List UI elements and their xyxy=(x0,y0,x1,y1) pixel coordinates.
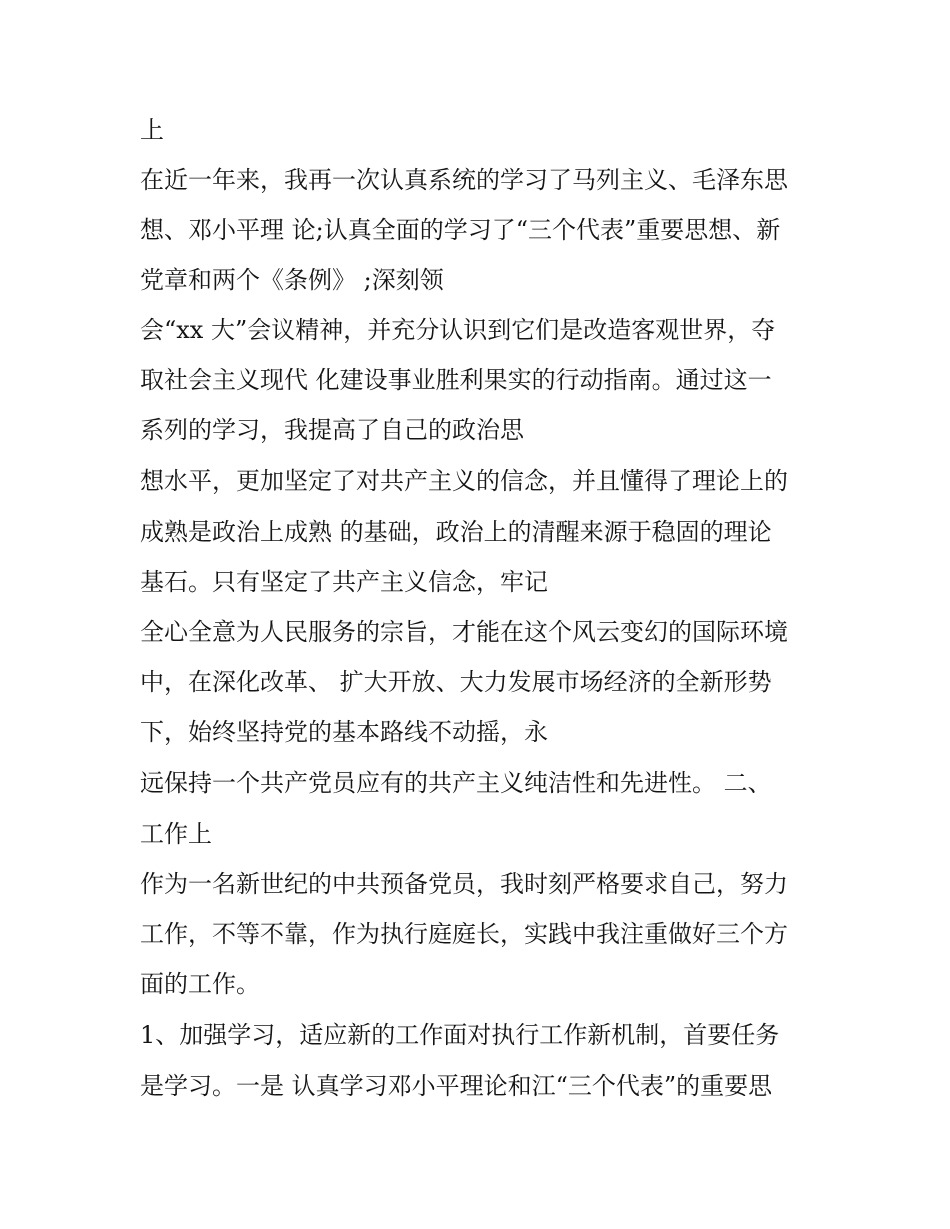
text-line: 上 xyxy=(140,116,164,144)
text-line: 成熟是政治上成熟 的基础，政治上的清醒来源于稳固的理论 xyxy=(140,518,772,546)
text-line: 全心全意为人民服务的宗旨，才能在这个风云变幻的国际环境 xyxy=(140,618,788,646)
text-line: 远保持一个共产党员应有的共产主义纯洁性和先进性。 二、 xyxy=(140,769,772,797)
text-line: 取社会主义现代 化建设事业胜利果实的行动指南。通过这一 xyxy=(140,366,772,394)
text-line: 下，始终坚持党的基本路线不动摇，永 xyxy=(140,718,548,746)
text-line: 中，在深化改革、 扩大开放、大力发展市场经济的全新形势 xyxy=(140,668,772,696)
text-line: 工作，不等不靠，作为执行庭庭长，实践中我注重做好三个方 xyxy=(140,920,788,948)
section-heading: 工作上 xyxy=(140,820,212,848)
text-line: 作为一名新世纪的中共预备党员，我时刻严格要求自己，努力 xyxy=(140,870,788,898)
text-line: 在近一年来，我再一次认真系统的学习了马列主义、毛泽东思 xyxy=(140,166,788,194)
text-line: 想水平，更加坚定了对共产主义的信念，并且懂得了理论上的 xyxy=(140,467,788,495)
text-line: 会“xx 大”会议精神，并充分认识到它们是改造客观世界，夺 xyxy=(140,316,776,344)
list-item: 1、加强学习，适应新的工作面对执行工作新机制，首要任务 xyxy=(140,1021,780,1049)
text-line: 是学习。一是 认真学习邓小平理论和江“三个代表”的重要思 xyxy=(140,1072,773,1100)
text-line: 面的工作。 xyxy=(140,970,260,998)
text-line: 党章和两个《条例》 ;深刻领 xyxy=(140,266,444,294)
text-line: 系列的学习，我提高了自己的政治思 xyxy=(140,416,524,444)
text-line: 想、邓小平理 论;认真全面的学习了“三个代表”重要思想、新 xyxy=(140,216,781,244)
text-line: 基石。只有坚定了共产主义信念，牢记 xyxy=(140,568,548,596)
